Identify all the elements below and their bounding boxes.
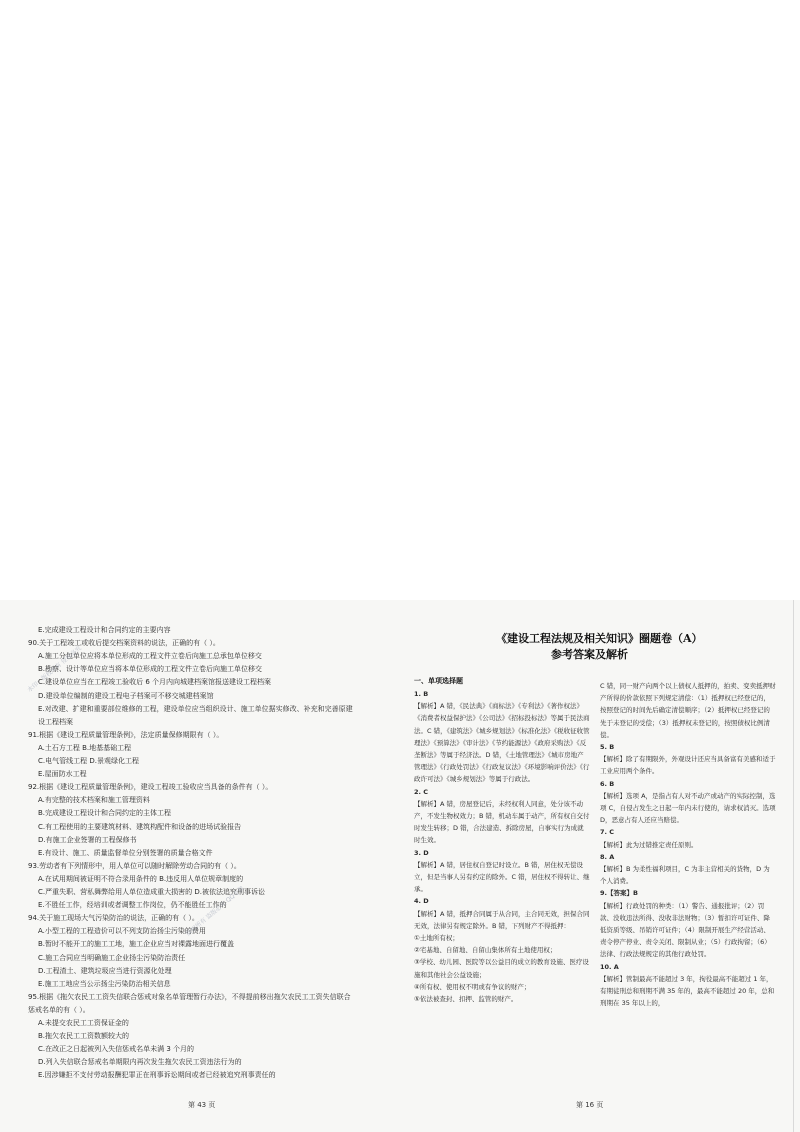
answer-option: E.有设计、施工、质量监督单位分别签署的质量合格文件 bbox=[38, 848, 213, 857]
explanation-text: ②宅基地、自留地、自留山集体所有土地使用权； bbox=[414, 946, 557, 955]
explanation-text: ③学校、幼儿园、医院等以公益目的成立的教育设施、医疗设施和其他社会公益设施； bbox=[414, 958, 589, 979]
answer-key: 8. A bbox=[600, 852, 615, 861]
answer-option: B.暂时不能开工的施工工地，施工企业应当对裸露地面进行覆盖 bbox=[38, 940, 235, 949]
explanation-text: 【解析】A 错，抵押合同属于从合同，主合同无效，担保合同无效，法律另有规定除外。B 错，下列财产不得抵押： bbox=[414, 909, 590, 930]
watermark-stamp: 版权所有 盗版必究 QQ专供 bbox=[184, 885, 246, 938]
section-heading: 一、单项选择题 bbox=[414, 677, 463, 685]
answer-option: C.在改正之日起被列入失信惩戒名单未满 3 个月的 bbox=[38, 1045, 195, 1054]
explanation-text: ⑤依法被查封、扣押、监管的财产。 bbox=[414, 995, 518, 1004]
explanation-text: ①土地所有权； bbox=[414, 934, 459, 943]
explanation-text: 【解析】A 错，《民法典》《商标法》《专利法》《著作权法》《消费者权益保护法》《公司法》《招标投标法》等属于民法商法。C 错，《建筑法》《城乡规划法》《标准化法》《税收征收管理法》《预算法》《审计法》《节约能源法》《政府采购法》《反垄断法》等属于经济法。D 错，《土地管理法》《城市房地产管理法》《行政处罚法》《行政复议法》《环境影响评价法》《行政许可法》《城乡规划法》等属于行政法。 bbox=[414, 702, 590, 784]
answer-option: D.有施工企业签署的工程保修书 bbox=[38, 835, 137, 844]
question-stem: 91.根据《建设工程质量管理条例》，法定质量保修期限有（ ）。 bbox=[28, 730, 224, 739]
answer-title: 《建设工程法规及相关知识》圈题卷（A） bbox=[496, 632, 703, 645]
answer-option: A.土石方工程 B.地基基础工程 bbox=[38, 743, 132, 752]
right-page bbox=[404, 622, 784, 1112]
answer-option: C.建设单位应当在工程竣工验收后 6 个月内向城建档案馆报送建设工程档案 bbox=[38, 678, 272, 687]
answer-key: 10. A bbox=[600, 962, 619, 971]
explanation-text: 【解析】管制最高不能超过 3 年，拘役最高不能超过 1 年，有期徒刑总和刑期不满 35 年的，最高不能超过 20 年，总和刑期在 35 年以上的， bbox=[600, 974, 775, 1008]
answer-option: C.电气管线工程 D.景观绿化工程 bbox=[38, 757, 139, 765]
answer-option: A.在试用期间被证明不符合录用条件的 B.违反用人单位规章制度的 bbox=[38, 874, 244, 883]
answer-column-left bbox=[414, 688, 590, 1005]
page-edge-divider bbox=[793, 600, 794, 1132]
question-stem: 95.根据《拖欠农民工工资失信联合惩戒对象名单管理暂行办法》，不得提前移出拖欠农民工工资失信联合 bbox=[28, 992, 351, 1001]
question-stem: 90.关于工程竣工或收后提交档案资料的说法，正确的有（ ）。 bbox=[28, 639, 220, 648]
explanation-text: C 错，同一财产向两个以上债权人抵押的，拍卖、变卖抵押财产所得的价款依照下列规定清偿：（1）抵押权已经登记的，按照登记的时间先后确定清偿顺序；（2）抵押权已经登记的先于未登记的受偿；（3）抵押权未登记的，按照债权比例清偿。 bbox=[600, 682, 776, 739]
answer-option: B.完成建设工程设计和合同约定的主体工程 bbox=[38, 809, 172, 818]
question-stem: 惩戒名单的有（ ）。 bbox=[28, 1005, 90, 1014]
answer-key: 7. C bbox=[600, 828, 615, 837]
answer-option: E.对改建、扩建和重要部位维修的工程，建设单位应当组织设计、施工单位据实修改、补充和完善原建 bbox=[38, 704, 353, 713]
answer-option: D.建设单位编制的建设工程电子档案可不移交城建档案馆 bbox=[38, 691, 214, 700]
left-page-number: 第 43 页 bbox=[188, 1101, 216, 1109]
answer-option: E.不胜任工作，经培训或者调整工作岗位，仍不能胜任工作的 bbox=[38, 901, 227, 910]
answer-option: C.有工程使用的主要建筑材料、建筑构配件和设备的进场试验报告 bbox=[38, 822, 242, 831]
answer-option: E.完成建设工程设计和合同约定的主要内容 bbox=[38, 626, 171, 634]
explanation-text: 【解析】A 错，居住权自登记时设立。B 错，居住权无偿设立，但是当事人另有约定的除外。C 错，居住权不得转让、继承。 bbox=[414, 860, 590, 894]
answer-option: E.因涉嫌拒不支付劳动报酬犯罪正在刑事诉讼期间或者已经被追究刑事责任的 bbox=[38, 1071, 276, 1080]
explanation-text: 【解析】行政处罚的种类：（1）警告、通报批评；（2）罚款、没收违法所得、没收非法财物；（3）暂扣许可证件、降低资质等级、吊销许可证件；（4）限制开展生产经营活动、责令停产停业、责令关闭、限制从业；（5）行政拘留；（6）法律、行政法规规定的其他行政处罚。 bbox=[600, 901, 771, 959]
answer-option: A.小型工程的工程造价可以不列支防治扬尘污染的费用 bbox=[38, 927, 206, 936]
answer-option: A.有完整的技术档案和施工管理资料 bbox=[38, 796, 150, 805]
answer-key: 2. C bbox=[414, 787, 429, 796]
answer-key: 4. D bbox=[414, 897, 429, 906]
answer-option: B.勘察、设计等单位应当将本单位形成的工程文件立卷后向施工单位移交 bbox=[38, 665, 263, 674]
answer-option: B.拖欠农民工工资数额较大的 bbox=[38, 1032, 130, 1041]
answer-key: 1. B bbox=[414, 690, 429, 698]
answer-key: 5. B bbox=[600, 743, 615, 752]
answer-option: 设工程档案 bbox=[38, 717, 73, 726]
right-page-number: 第 16 页 bbox=[576, 1101, 604, 1109]
answer-option: A.施工分包单位应将本单位形成的工程文件立卷后向施工总承包单位移交 bbox=[38, 652, 262, 661]
explanation-text: 【解析】选项 A，是指占有人对不动产或动产的实际控制，选项 C，自侵占发生之日起一年内未行使的，请求权消灭。选项 D，恶意占有人还应当赔偿。 bbox=[600, 791, 776, 825]
answer-subtitle: 参考答案及解析 bbox=[551, 648, 628, 661]
question-stem: 92.根据《建设工程质量管理条例》，建设工程竣工验收应当具备的条件有（ ）。 bbox=[28, 783, 273, 792]
answer-option: E.施工工地应当公示扬尘污染防治相关信息 bbox=[38, 979, 171, 988]
answer-option: C.严重失职、营私舞弊给用人单位造成重大损害的 D.被依法追究刑事诉讼 bbox=[38, 888, 265, 896]
answer-key: 3. D bbox=[414, 848, 429, 857]
answer-option: D.列入失信联合惩戒名单期限内再次发生拖欠农民工资违法行为的 bbox=[38, 1058, 242, 1067]
question-stem: 94.关于施工现场大气污染防治的说法，正确的有（ ）。 bbox=[28, 914, 199, 923]
explanation-text: 【解析】此为过错推定责任原则。 bbox=[600, 840, 698, 849]
explanation-text: 【解析】除了有期限外，外观设计还应当具备富有美感和适于工业应用两个条件。 bbox=[600, 755, 776, 776]
answer-column-right bbox=[600, 680, 776, 1009]
left-page bbox=[18, 622, 402, 1112]
question-stem: 93.劳动者有下列情形中，用人单位可以随时解除劳动合同的有（ ）。 bbox=[28, 861, 241, 870]
explanation-text: 【解析】A 错，房屋登记后，未经权利人同意，处分该不动产，不发生物权效力；B 错，机动车属于动产，所有权自交付时发生转移；D 错，合法建造、拆除房屋，自事实行为成就时生效。 bbox=[414, 799, 590, 845]
answer-option: D.工程渣土、建筑垃圾应当进行资源化处理 bbox=[38, 966, 172, 975]
answer-key: 6. B bbox=[600, 779, 615, 788]
explanation-text: ④所有权、使用权不明或有争议的财产； bbox=[414, 982, 531, 991]
answer-option: E.屋面防水工程 bbox=[38, 770, 87, 779]
answer-key: 9.【答案】B bbox=[600, 889, 638, 898]
explanation-text: 【解析】B 为柔性福利项目，C 为非主营相关的货物，D 为个人消费。 bbox=[600, 865, 770, 886]
answer-option: A.未提交农民工工资保证金的 bbox=[38, 1019, 129, 1027]
watermark-stamp: 水印：版权所有 侵权必究 bbox=[26, 644, 83, 694]
answer-option: C.施工合同应当明确施工企业扬尘污染防治责任 bbox=[38, 953, 186, 962]
